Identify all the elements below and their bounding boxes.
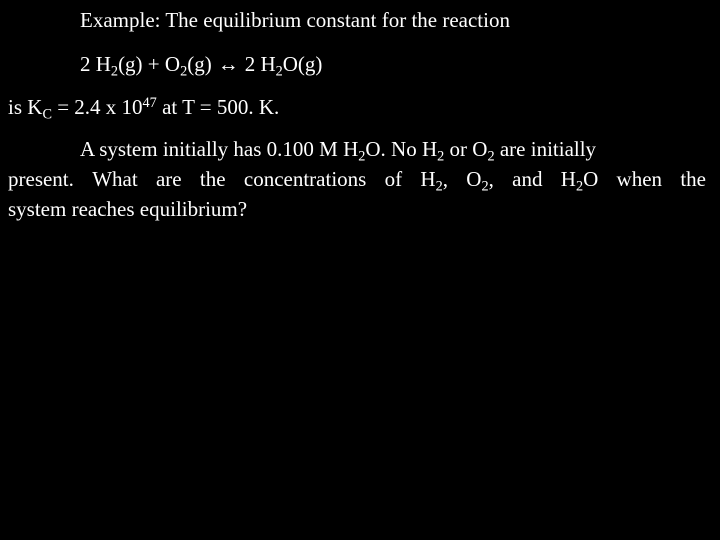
equation-reactant-h2: 2 H: [80, 52, 111, 76]
example-intro: Example: The equilibrium constant for the reaction: [80, 8, 510, 32]
kc-statement: is $K_C = 2.4$ x $10^{47}$ at T = 500. K.: [8, 94, 280, 123]
equation-product-h2o: 2 H: [244, 52, 276, 76]
species-h2o: $H_2O$: [560, 167, 599, 195]
species-h2: $H_2$,: [420, 167, 448, 195]
equilibrium-arrow-icon: ↔: [217, 52, 239, 76]
species-o2: $O_2$,: [466, 167, 494, 195]
problem-line-3: system reaches equilibrium?: [8, 197, 248, 221]
reaction-equation: 2 $H_2(g) + O_2(g)$ ↔ 2 $H_2O(g)$: [80, 52, 323, 80]
problem-line-1: A system initially has 0.100 M $H_2O$. No $H_2$ or $O_2$ are initially: [80, 137, 597, 165]
problem-line-2: present. What are the concentrations of $H_2$, $O_2$, and $H_2O$ when the: [8, 167, 706, 195]
